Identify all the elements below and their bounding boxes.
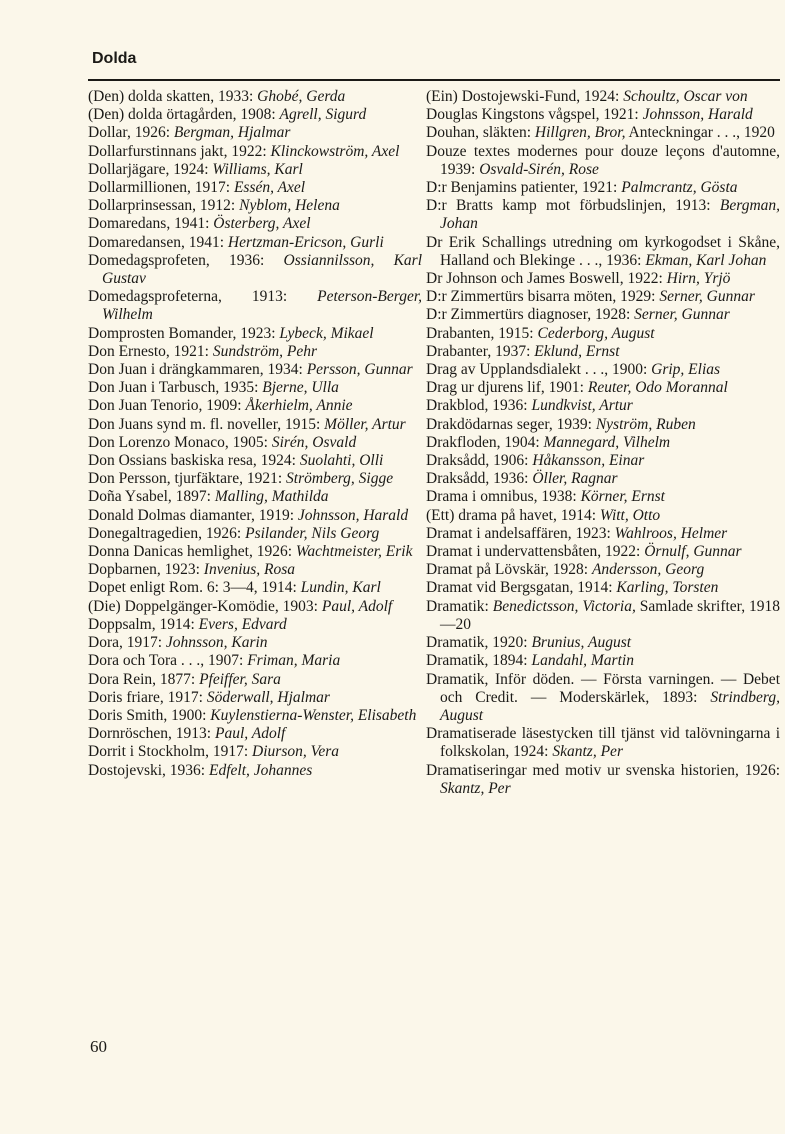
entry-author: Ossiannilsson, Karl Gustav bbox=[102, 251, 423, 288]
entry-author: Hirn, Yrjö bbox=[666, 270, 731, 288]
entry-author: Hertzman-Ericson, Gurli bbox=[227, 233, 384, 251]
entry-title: Dorrit i Stockholm, 1917: bbox=[88, 743, 249, 761]
entry-author: Sundström, Pehr bbox=[212, 342, 318, 360]
entry-author: Håkansson, Einar bbox=[532, 452, 645, 470]
entry-author: Paul, Adolf bbox=[321, 597, 393, 615]
index-entry bbox=[88, 616, 422, 634]
entry-author: Ekman, Karl Johan bbox=[645, 251, 767, 269]
entry-title: Dopbarnen, 1923: bbox=[88, 561, 200, 579]
left-column bbox=[88, 88, 422, 780]
index-entry bbox=[88, 689, 422, 707]
index-entry bbox=[426, 325, 780, 343]
index-entry bbox=[426, 434, 780, 452]
entry-title: Drama i omnibus, 1938: bbox=[426, 488, 577, 506]
index-entry bbox=[88, 143, 422, 161]
entry-title: Douglas Kingstons vågspel, 1921: bbox=[426, 106, 639, 124]
entry-author: Johnsson, Karin bbox=[165, 634, 268, 652]
entry-author: Mannegard, Vilhelm bbox=[543, 433, 671, 451]
entry-title: D:r Zimmertürs diagnoser, 1928: bbox=[426, 306, 631, 324]
index-entry bbox=[88, 88, 422, 106]
entry-author: Kuylenstierna-Wenster, Elisabeth bbox=[210, 706, 417, 724]
entry-title: Dramatik: bbox=[426, 597, 489, 615]
entry-author: Österberg, Axel bbox=[213, 215, 311, 233]
entry-author: Johnsson, Harald bbox=[642, 106, 753, 124]
entry-title: Draksådd, 1906: bbox=[426, 452, 529, 470]
entry-author: Skantz, Per bbox=[440, 779, 511, 797]
entry-author: Landahl, Martin bbox=[531, 652, 634, 670]
entry-author: Körner, Ernst bbox=[580, 488, 665, 506]
index-entry bbox=[88, 325, 422, 343]
index-entry bbox=[426, 379, 780, 397]
index-entry bbox=[426, 88, 780, 106]
index-entry bbox=[88, 434, 422, 452]
entry-title: Dramatiseringar med motiv ur svenska historien, 1926: bbox=[426, 761, 780, 779]
index-entry bbox=[426, 397, 780, 415]
entry-title: Don Lorenzo Monaco, 1905: bbox=[88, 433, 268, 451]
index-entry bbox=[88, 343, 422, 361]
entry-author: Paul, Adolf bbox=[215, 725, 286, 743]
entry-author: Nyström, Ruben bbox=[595, 415, 696, 433]
page-title: Dolda bbox=[92, 50, 137, 67]
entry-author: Lybeck, Mikael bbox=[279, 324, 374, 342]
index-entry bbox=[426, 579, 780, 597]
index-entry bbox=[426, 488, 780, 506]
entry-author: Klinckowström, Axel bbox=[270, 142, 400, 160]
index-entry bbox=[88, 288, 422, 324]
entry-title: Dramat i andelsaffären, 1923: bbox=[426, 524, 611, 542]
index-entry bbox=[88, 124, 422, 142]
entry-author: Andersson, Georg bbox=[591, 561, 705, 579]
entry-author: Evers, Edvard bbox=[198, 615, 287, 633]
entry-title: (Ett) drama på havet, 1914: bbox=[426, 506, 597, 524]
entry-author: Bergman, Hjalmar bbox=[173, 124, 291, 142]
entry-title: Douhan, släkten: bbox=[426, 124, 532, 142]
entry-author: Bergman, Johan bbox=[440, 197, 781, 233]
entry-author: Öller, Ragnar bbox=[532, 470, 618, 488]
entry-title: (Den) dolda skatten, 1933: bbox=[88, 88, 254, 105]
index-entry bbox=[88, 652, 422, 670]
entry-title: Dollar, 1926: bbox=[88, 124, 171, 142]
index-entry bbox=[88, 598, 422, 616]
entry-title: Don Juan Tenorio, 1909: bbox=[88, 397, 242, 415]
entry-title: Dr Erik Schallings utredning om kyrkogodset i Skåne, Halland och Blekinge . . ., 1936: bbox=[426, 233, 780, 269]
index-entry bbox=[426, 179, 780, 197]
index-entry bbox=[88, 525, 422, 543]
entry-title: Domedagsprofeten, 1936: bbox=[88, 251, 265, 269]
entry-title: Doña Ysabel, 1897: bbox=[88, 488, 211, 506]
entry-author: Strömberg, Sigge bbox=[286, 470, 394, 488]
index-entry bbox=[426, 561, 780, 579]
entry-title: Dornröschen, 1913: bbox=[88, 725, 212, 743]
entry-author: Skantz, Per bbox=[552, 743, 623, 761]
index-entry bbox=[88, 488, 422, 506]
entry-author: Edfelt, Johannes bbox=[209, 761, 313, 779]
entry-author: Malling, Mathilda bbox=[214, 488, 329, 506]
entry-title: Dramatik, Inför döden. — Första varningen. — Debet och Credit. — Moderskärlek, 1893: bbox=[426, 670, 780, 706]
entry-author: Nyblom, Helena bbox=[239, 197, 340, 215]
entry-author: Essén, Axel bbox=[233, 179, 306, 197]
entry-title: Drag av Upplandsdialekt . . ., 1900: bbox=[426, 361, 648, 379]
entry-title: Dostojevski, 1936: bbox=[88, 761, 206, 779]
entry-title: Draksådd, 1936: bbox=[426, 470, 529, 488]
header-rule bbox=[88, 79, 780, 81]
entry-title: Domaredans, 1941: bbox=[88, 215, 210, 233]
entry-author: Wahlroos, Helmer bbox=[614, 524, 728, 542]
entry-title: Drabanten, 1915: bbox=[426, 324, 534, 342]
entry-title: Dramat på Lövskär, 1928: bbox=[426, 561, 589, 579]
entry-author: Suolahti, Olli bbox=[299, 452, 384, 470]
entry-title: Drakfloden, 1904: bbox=[426, 433, 540, 451]
index-entry bbox=[88, 197, 422, 215]
entry-author: Lundin, Karl bbox=[300, 579, 381, 597]
entry-title: Dollarfurstinnans jakt, 1922: bbox=[88, 142, 267, 160]
entry-author: Williams, Karl bbox=[212, 160, 303, 178]
index-entry bbox=[88, 507, 422, 525]
index-entry bbox=[426, 725, 780, 761]
entry-title: Dollarprinsessan, 1912: bbox=[88, 197, 236, 215]
index-entry bbox=[426, 106, 780, 124]
index-entry bbox=[88, 179, 422, 197]
index-entry bbox=[88, 234, 422, 252]
right-column bbox=[426, 88, 780, 798]
entry-author: Eklund, Ernst bbox=[534, 342, 620, 360]
index-entry bbox=[88, 561, 422, 579]
entry-title: Dramatiserade läsestycken till tjänst vid talövningarna i folkskolan, 1924: bbox=[426, 725, 780, 761]
entry-author: Serner, Gunnar bbox=[659, 288, 755, 306]
entry-title: Dramatik, 1920: bbox=[426, 634, 528, 652]
entry-author: Persson, Gunnar bbox=[306, 361, 413, 379]
index-entry bbox=[426, 343, 780, 361]
entry-title: D:r Bratts kamp mot förbudslinjen, 1913: bbox=[426, 197, 711, 215]
entry-title: Dr Johnson och James Boswell, 1922: bbox=[426, 270, 663, 288]
entry-author: Osvald-Sirén, Rose bbox=[479, 160, 599, 178]
entry-author: Cederborg, August bbox=[537, 324, 655, 342]
entry-author: Benedictsson, Victoria, bbox=[492, 597, 636, 615]
entry-title: Donald Dolmas diamanter, 1919: bbox=[88, 506, 295, 524]
entry-author: Ghobé, Gerda bbox=[257, 88, 346, 105]
entry-title: Don Juan i Tarbusch, 1935: bbox=[88, 379, 259, 397]
entry-author: Reuter, Odo Morannal bbox=[587, 379, 728, 397]
entry-title: (Den) dolda örtagården, 1908: bbox=[88, 106, 276, 124]
entry-title: D:r Zimmertürs bisarra möten, 1929: bbox=[426, 288, 656, 306]
entry-title: Dollarjägare, 1924: bbox=[88, 160, 209, 178]
entry-title: Drag ur djurens lif, 1901: bbox=[426, 379, 584, 397]
index-entry bbox=[88, 161, 422, 179]
entry-author: Hillgren, Bror, bbox=[534, 124, 626, 142]
index-entry bbox=[426, 143, 780, 179]
index-entry bbox=[88, 543, 422, 561]
entry-title: Drabanter, 1937: bbox=[426, 342, 531, 360]
entry-title: Doppsalm, 1914: bbox=[88, 615, 195, 633]
entry-author: Lundkvist, Artur bbox=[531, 397, 633, 415]
index-entry bbox=[426, 762, 780, 798]
index-entry bbox=[88, 579, 422, 597]
index-entry bbox=[88, 397, 422, 415]
index-entry bbox=[426, 598, 780, 634]
entry-title: Dora och Tora . . ., 1907: bbox=[88, 652, 244, 670]
entry-author: Pfeiffer, Sara bbox=[199, 670, 281, 688]
entry-author: Invenius, Rosa bbox=[203, 561, 296, 579]
index-entry bbox=[426, 452, 780, 470]
entry-title: Drakblod, 1936: bbox=[426, 397, 528, 415]
entry-title: Dora Rein, 1877: bbox=[88, 670, 196, 688]
entry-author: Witt, Otto bbox=[599, 506, 661, 524]
entry-title: Dramatik, 1894: bbox=[426, 652, 528, 670]
entry-title: (Die) Doppelgänger-Komödie, 1903: bbox=[88, 597, 318, 615]
entry-author: Psilander, Nils Georg bbox=[245, 524, 380, 542]
page-number: 60 bbox=[90, 1037, 107, 1056]
entry-title: Donna Danicas hemlighet, 1926: bbox=[88, 543, 293, 561]
index-entry bbox=[88, 671, 422, 689]
index-entry bbox=[88, 452, 422, 470]
entry-title: Dopet enligt Rom. 6: 3—4, 1914: bbox=[88, 579, 297, 597]
entry-author: Serner, Gunnar bbox=[634, 306, 730, 324]
index-entry bbox=[426, 288, 780, 306]
entry-author: Grip, Elias bbox=[651, 361, 721, 379]
entry-author: Agrell, Sigurd bbox=[279, 106, 367, 124]
index-entry bbox=[426, 416, 780, 434]
index-entry bbox=[426, 634, 780, 652]
entry-author: Åkerhielm, Annie bbox=[245, 397, 353, 415]
index-entry bbox=[88, 252, 422, 288]
index-entry bbox=[426, 543, 780, 561]
index-entry bbox=[426, 234, 780, 270]
index-entry bbox=[88, 707, 422, 725]
index-entry bbox=[426, 525, 780, 543]
entry-title: Domedagsprofeterna, 1913: bbox=[88, 288, 288, 306]
entry-title: Doris Smith, 1900: bbox=[88, 706, 207, 724]
index-entry bbox=[426, 197, 780, 233]
index-entry bbox=[88, 634, 422, 652]
entry-title: Domprosten Bomander, 1923: bbox=[88, 324, 276, 342]
index-entry bbox=[426, 671, 780, 726]
index-entry bbox=[426, 470, 780, 488]
index-entry bbox=[426, 507, 780, 525]
index-entry bbox=[88, 379, 422, 397]
entry-author: Bjerne, Ulla bbox=[262, 379, 339, 397]
index-entry bbox=[88, 762, 422, 780]
index-entry bbox=[88, 361, 422, 379]
entry-title: Dora, 1917: bbox=[88, 634, 163, 652]
index-entry bbox=[426, 270, 780, 288]
entry-suffix: Anteckningar . . ., 1920 bbox=[628, 124, 775, 142]
entry-author: Möller, Artur bbox=[324, 415, 406, 433]
entry-title: (Ein) Dostojewski-Fund, 1924: bbox=[426, 88, 620, 105]
entry-title: Don Juan i drängkammaren, 1934: bbox=[88, 361, 303, 379]
entry-author: Peterson-Berger, Wilhelm bbox=[102, 288, 423, 324]
entry-title: Douze textes modernes pour douze leçons d'automne, 1939: bbox=[426, 142, 780, 178]
index-entry bbox=[88, 725, 422, 743]
entry-title: Don Ossians baskiska resa, 1924: bbox=[88, 452, 296, 470]
index-entry bbox=[426, 124, 780, 142]
entry-title: Don Juans synd m. fl. noveller, 1915: bbox=[88, 415, 321, 433]
entry-author: Johnsson, Harald bbox=[297, 506, 409, 524]
entry-author: Sirén, Osvald bbox=[271, 433, 357, 451]
index-entry bbox=[88, 470, 422, 488]
entry-title: Dollarmillionen, 1917: bbox=[88, 179, 231, 197]
entry-suffix: Samlade skrifter, 1918—20 bbox=[440, 597, 781, 633]
entry-author: Brunius, August bbox=[531, 634, 632, 652]
entry-author: Örnulf, Gunnar bbox=[644, 543, 742, 561]
entry-title: Don Ernesto, 1921: bbox=[88, 342, 209, 360]
index-entry bbox=[88, 416, 422, 434]
entry-title: Donegaltragedien, 1926: bbox=[88, 524, 242, 542]
index-entry bbox=[88, 743, 422, 761]
index-entry bbox=[88, 215, 422, 233]
entry-title: Doris friare, 1917: bbox=[88, 688, 203, 706]
entry-author: Palmcrantz, Gösta bbox=[621, 179, 738, 197]
entry-author: Wachtmeister, Erik bbox=[295, 543, 413, 561]
entry-author: Karling, Torsten bbox=[616, 579, 719, 597]
index-entry bbox=[426, 306, 780, 324]
entry-title: Dramat i undervattensbåten, 1922: bbox=[426, 543, 641, 561]
entry-author: Schoultz, Oscar von bbox=[623, 88, 748, 105]
index-entry bbox=[88, 106, 422, 124]
entry-author: Strindberg, August bbox=[440, 688, 781, 724]
entry-author: Friman, Maria bbox=[247, 652, 341, 670]
index-entry bbox=[426, 361, 780, 379]
entry-title: Domaredansen, 1941: bbox=[88, 233, 225, 251]
entry-title: Dramat vid Bergsgatan, 1914: bbox=[426, 579, 613, 597]
entry-author: Söderwall, Hjalmar bbox=[206, 688, 330, 706]
entry-title: D:r Benjamins patienter, 1921: bbox=[426, 179, 618, 197]
entry-title: Drakdödarnas seger, 1939: bbox=[426, 415, 592, 433]
entry-title: Don Persson, tjurfäktare, 1921: bbox=[88, 470, 283, 488]
index-entry bbox=[426, 652, 780, 670]
entry-author: Diurson, Vera bbox=[252, 743, 340, 761]
